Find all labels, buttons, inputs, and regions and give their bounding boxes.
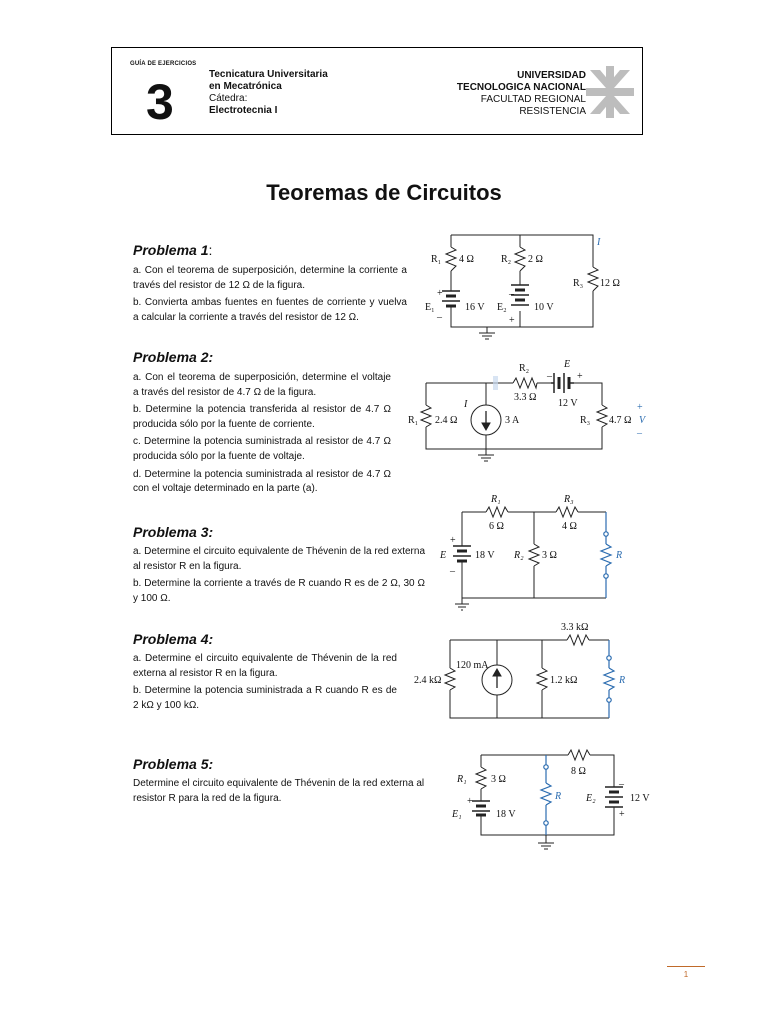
problem-3-item-a: a. Determine el circuito equivalente de Thévenin de la red externa al resistor R en la figura. xyxy=(133,546,425,572)
problem-2-item-c: c. Determine la potencia suministrada al resistor de 4.7 Ω producida sólo por la fuente de voltaje. xyxy=(133,436,391,462)
problem-4-item-a: a. Determine el circuito equivalente de Thévenin de la red externa al resistor R en la figura. xyxy=(133,653,397,679)
c5-e1-label: E₁ xyxy=(452,809,462,820)
c3-e-value: 18 V xyxy=(475,550,495,561)
c1-e2-minus: – xyxy=(509,289,514,300)
c1-current-label: I xyxy=(597,237,601,248)
c5-e2-label: E₂ xyxy=(586,793,596,804)
c3-e-minus: – xyxy=(450,566,455,577)
c4-rb-value: 1.2 kΩ xyxy=(550,675,578,686)
circuit-3-diagram xyxy=(436,494,656,614)
c5-r2-value: 8 Ω xyxy=(571,766,586,777)
problem-2-item-b: b. Determine la potencia transferida al resistor de 4.7 Ω producida sólo por la fuente de corriente. xyxy=(133,404,391,430)
c1-r3-label: R₃ xyxy=(573,278,584,289)
problem-5-text xyxy=(133,777,435,809)
c1-e1-plus: + xyxy=(437,288,443,299)
uni-line4: RESISTENCIA xyxy=(519,106,586,117)
program-line2: en Mecatrónica xyxy=(209,81,282,92)
problem-4-heading: Problema 4: xyxy=(133,631,214,647)
document-header xyxy=(111,47,643,135)
c2-r2-label: R₂ xyxy=(519,363,530,374)
catedra-name: Electrotecnia I xyxy=(209,105,278,116)
c4-r-label: R xyxy=(619,675,626,686)
problem-1-item-a: a. Con el teorema de superposición, determine la corriente a través del resistor de 12 Ω de la figura. xyxy=(133,265,407,291)
c2-e-label: E xyxy=(564,359,571,370)
c3-r1-label: R₁ xyxy=(491,494,501,505)
problem-1-item-b: b. Convierta ambas fuentes en fuentes de corriente y vuelva a calcular la corriente a través del resistor de 12 Ω. xyxy=(133,297,407,323)
program-line1: Tecnicatura Universitaria xyxy=(209,69,328,80)
c2-r3-label: R₃ xyxy=(580,415,591,426)
problem-4-text xyxy=(133,652,397,716)
c2-v-label: V xyxy=(639,415,646,426)
c3-r2-value: 3 Ω xyxy=(542,550,557,561)
c3-e-plus: + xyxy=(450,535,456,546)
c5-e1-value: 18 V xyxy=(496,809,516,820)
circuit-5-diagram xyxy=(446,743,666,858)
university-block xyxy=(457,70,586,118)
c1-e1-value: 16 V xyxy=(465,302,485,313)
problem-5-item-a: Determine el circuito equivalente de Thévenin de la red externa al resistor R para la red de la figura. xyxy=(133,778,425,804)
c2-e-value: 12 V xyxy=(558,398,578,409)
program-block xyxy=(209,69,328,117)
problem-2-item-d: d. Determine la potencia suministrada al resistor de 4.7 Ω con el voltaje determinado en la parte (a). xyxy=(133,468,391,495)
c1-e2-label: E₂ xyxy=(497,302,507,313)
c1-r1-label: R₁ xyxy=(431,254,442,265)
c3-r2-label: R₂ xyxy=(514,550,524,561)
problem-5-heading: Problema 5: xyxy=(133,756,214,772)
problem-2-item-a: a. Con el teorema de superposición, determine el voltaje a través del resistor de 4.7 Ω de la figura. xyxy=(133,372,391,398)
c2-i-value: 3 A xyxy=(505,415,520,426)
page-title: Teoremas de Circuitos xyxy=(266,180,502,205)
c5-e2-minus: – xyxy=(619,779,624,790)
circuit-1-diagram xyxy=(415,225,655,350)
c2-i-label: I xyxy=(464,399,468,410)
c2-v-plus: + xyxy=(637,402,643,413)
c2-v-minus: – xyxy=(637,428,642,439)
c1-r1-value: 4 Ω xyxy=(459,254,474,265)
problem-1-text xyxy=(133,264,407,328)
c3-r1-value: 6 Ω xyxy=(489,521,504,532)
problem-3-item-b: b. Determine la corriente a través de R cuando R es de 2 Ω, 30 Ω y 100 Ω. xyxy=(133,578,425,604)
circuit-2-diagram xyxy=(406,355,656,467)
c4-rc-value: 3.3 kΩ xyxy=(561,622,589,633)
c5-r-label: R xyxy=(555,791,562,802)
c4-i-value: 120 mA xyxy=(456,660,489,671)
circuit-4-diagram xyxy=(412,620,642,726)
problem-3-heading: Problema 3: xyxy=(133,524,214,540)
uni-line3: FACULTAD REGIONAL xyxy=(480,94,586,105)
c2-e-minus: – xyxy=(547,371,552,382)
c2-e-plus: + xyxy=(577,371,583,382)
utn-logo-icon xyxy=(586,66,634,118)
c2-r2-value: 3.3 Ω xyxy=(514,392,537,403)
c3-r3-label: R₃ xyxy=(564,494,574,505)
uni-line2: TECNOLOGICA NACIONAL xyxy=(456,82,586,93)
c5-e2-value: 12 V xyxy=(630,793,650,804)
problem-2-heading: Problema 2: xyxy=(133,349,214,365)
catedra-label: Cátedra: xyxy=(209,93,248,104)
c5-e2-plus: + xyxy=(619,809,625,820)
page-number: 1 xyxy=(667,966,705,979)
c2-r1-label: R₁ xyxy=(408,415,419,426)
problem-4-item-b: b. Determine la potencia suministrada a R cuando R es de 2 kΩ y 100 kΩ. xyxy=(133,685,397,711)
problem-1-heading: Problema 1: xyxy=(133,242,213,258)
c3-r-label: R xyxy=(616,550,623,561)
c3-r3-value: 4 Ω xyxy=(562,521,577,532)
c1-e2-plus: + xyxy=(509,315,515,326)
uni-line1: UNIVERSIDAD xyxy=(517,70,586,81)
c4-ra-value: 2.4 kΩ xyxy=(414,675,442,686)
c2-r3-value: 4.7 Ω xyxy=(609,415,632,426)
c3-e-label: E xyxy=(440,550,447,561)
c5-e1-plus: + xyxy=(467,796,473,807)
c1-r2-value: 2 Ω xyxy=(528,254,543,265)
c1-r3-value: 12 Ω xyxy=(600,278,620,289)
c2-r1-value: 2.4 Ω xyxy=(435,415,458,426)
guia-number: 3 xyxy=(146,74,174,130)
c1-r2-label: R₂ xyxy=(501,254,512,265)
c5-r1-value: 3 Ω xyxy=(491,774,506,785)
c5-r1-label: R₁ xyxy=(457,774,467,785)
c1-e1-minus: – xyxy=(437,312,442,323)
problem-2-text xyxy=(133,371,391,500)
problem-3-text xyxy=(133,545,425,609)
c1-e1-label: E₁ xyxy=(425,302,435,313)
c1-e2-value: 10 V xyxy=(534,302,554,313)
guia-label: GUÍA DE EJERCICIOS xyxy=(130,61,197,67)
